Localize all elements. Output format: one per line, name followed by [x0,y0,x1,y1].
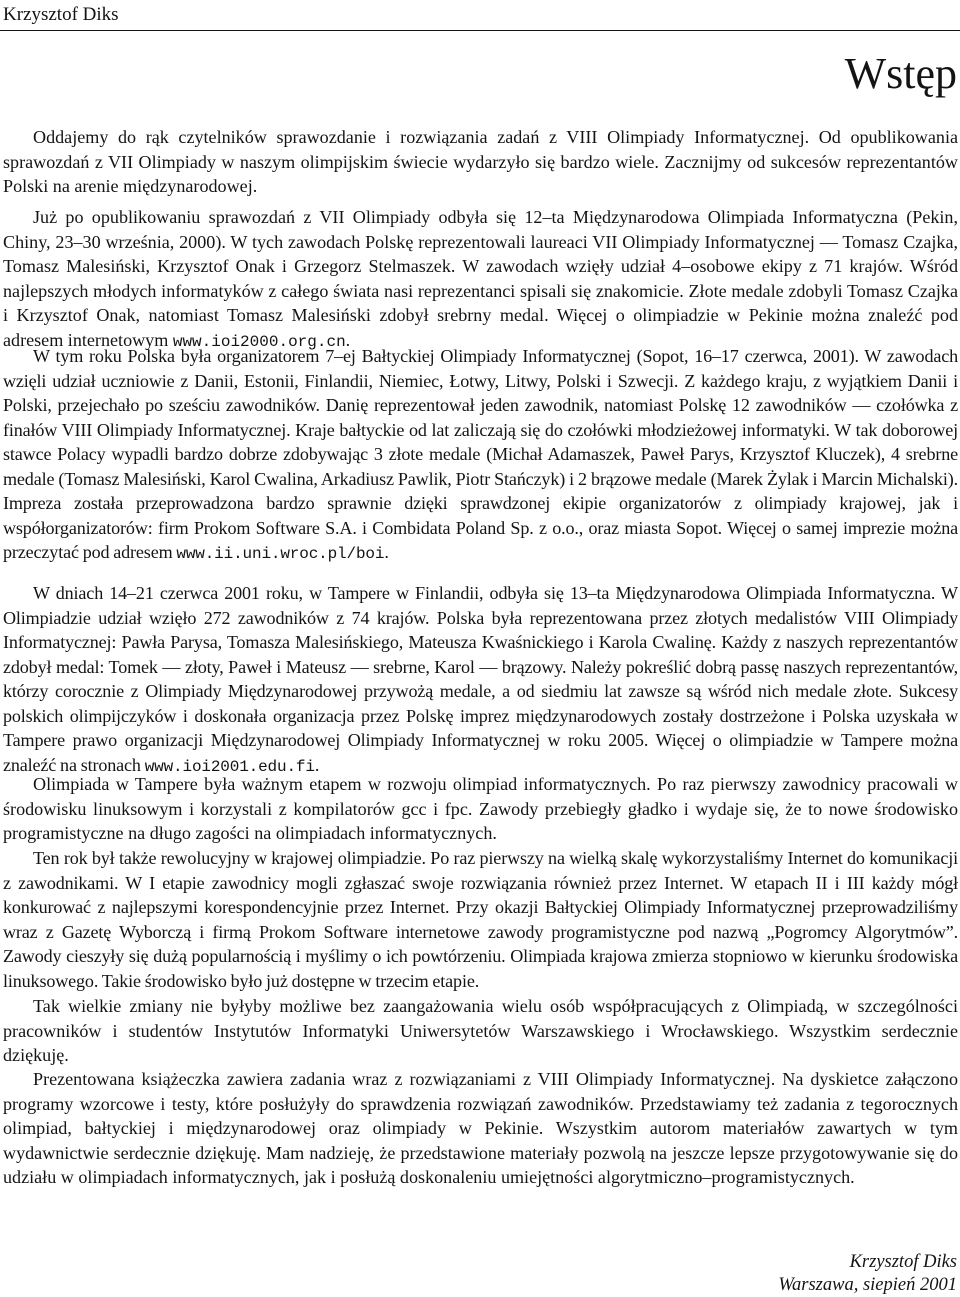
signature-place-date: Warszawa, siepień 2001 [778,1275,957,1295]
paragraph-3-text: W tym roku Polska była organizatorem 7–ej Bałtyckiej Olimpiady Informatycznej (Sopot, 16–17 czerwca, 2001). W zawodach wzięli udział uczniowie z Danii, Estonii, Finlandii, Niemiec, Łotwy, Litwy, Polski i Szwecji. Z każdego kraju, z wyjątkiem Danii i Polski, przejechało po sześciu zawodników. Danię reprezentował jeden zawodnik, natomiast Polskę 12 zawodników — czołówka z finałów VIII Olimpiady Informatycznej. Kraje bałtyckie od lat zaliczają się do czołówki młodzieżowej informatyki. W tak doborowej stawce Polacy wypadli bardzo dobrze zdobywając 3 złote medale (Michał Adamaszek, Paweł Parys, Krzysztof Kluczek), 4 srebrne medale (Tomasz Malesiński, Karol Cwalina, Arkadiusz Pawlik, Piotr Stańczyk) i 2 brązowe medale (Marek Żylak i Marcin Michalski). Impreza została przeprowadzona bardzo sprawnie dzięki sprawdzonej ekipie organizatorów z olimpiady krajowej, jak i współorganizatorów: firm Prokom Software S.A. i Combidata Poland Sp. z o.o., oraz miasta Sopot. Więcej o samej imprezie można przeczytać pod adresem [3,346,958,562]
paragraph-6-text: Ten rok był także rewolucyjny w krajowej olimpiadzie. Po raz pierwszy na wielką skalę wykorzystaliśmy Internet do komunikacji z zawodnikami. W I etapie zawodnicy mogli zgłaszać swoje rozwiązania również przez Internet. W etapach II i III każdy mógł konkurować z najlepszymi korespondencyjnie przez Internet. Przy okazji Bałtyckiej Olimpiady Informatycznej przeprowadziliśmy wraz z Gazetę Wyborczą i firmą Prokom Software internetowe zawody programistyczne pod nazwą „Pogromcy Algorytmów”. Zawody cieszyły się dużą popularnością i myślimy o ich powtórzeniu. Olimpiada krajowa zmierza stopniowo w kierunku środowiska linuksowego. Takie środowisko było już dostępne w trzecim etapie. [3,848,958,991]
paragraph-2-end: . [345,329,351,350]
paragraph-5 [3,772,958,846]
paragraph-4 [3,581,958,777]
signature-name: Krzysztof Diks [849,1252,957,1272]
paragraph-8-text: Prezentowana książeczka zawiera zadania wraz z rozwiązaniami z VIII Olimpiady Informatycznej. Na dyskietce załączono programy wzorcowe i testy, które posłużyły do sprawdzenia rozwiązań zawodników. Przedstawiamy też zadania z tegorocznych olimpiad, bałtyckiej i międzynarodowej oraz olimpiady w Pekinie. Wszystkim autorom materiałów zawartych w tym wydawnictwie serdecznie dziękuję. Mam nadzieję, że przedstawione materiały pozwolą na jeszcze lepsze przygotowywanie się do udziału w olimpiadach informatycznych, jak i posłużą doskonaleniu umiejętności algorytmiczno–programistycznych. [3,1069,958,1187]
url-ioi2000[interactable]: www.ioi2000.org.cn [172,332,346,351]
paragraph-7 [3,994,958,1068]
running-header-author: Krzysztof Diks [3,4,119,25]
header-rule [0,30,960,31]
paragraph-2 [3,205,958,352]
paragraph-8 [3,1067,958,1190]
paragraph-4-end: . [314,754,320,775]
paragraph-2-text: Już po opublikowaniu sprawozdań z VII Olimpiady odbyła się 12–ta Międzynarodowa Olimpiada Informatyczna (Pekin, Chiny, 23–30 września, 2000). W tych zawodach Polskę reprezentowali laureaci VII Olimpiady Informatycznej — Tomasz Czajka, Tomasz Malesiński, Krzysztof Onak i Grzegorz Stelmaszek. W zawodach wzięły udział 4–osobowe ekipy z 71 krajów. Wśród najlepszych młodych informatyków z całego świata nasi reprezentanci spisali się znakomicie. Złote medale zdobyli Tomasz Czajka i Krzysztof Onak, natomiast Tomasz Malesiński zdobył srebrny medal. Więcej o olimpiadzie w Pekinie można znaleźć pod adresem internetowym [3,207,958,350]
chapter-title: Wstęp [844,49,957,98]
paragraph-4-text: W dniach 14–21 czerwca 2001 roku, w Tampere w Finlandii, odbyła się 13–ta Międzynarodowa Olimpiada Informatyczna. W Olimpiadzie udział wzięło 272 zawodników z 74 krajów. Polska była reprezentowana przez złotych medalistów VIII Olimpiady Informatycznej: Pawła Parysa, Tomasza Malesińskiego, Mateusza Kwaśnickiego i Karola Cwalinę. Każdy z naszych reprezentantów zdobył medal: Tomek — złoty, Paweł i Mateusz — srebrne, Karol — brązowy. Należy pokreślić dobrą passę naszych reprezentantów, którzy corocznie z Olimpiady Międzynarodowej przywożą medale, a od siedmiu lat zawsze są wśród nich medale złote. Sukcesy polskich olimpijczyków i doskonała organizacja przez Polskę imprez międzynarodowych zostały dostrzeżone i Polska uzyskała w Tampere prawo organizacji Międzynarodowej Olimpiady Informatycznej w roku 2005. Więcej o olimpiadzie w Tampere można znaleźć na stronach [3,583,958,775]
url-ioi2001[interactable]: www.ioi2001.edu.fi [144,757,315,776]
paragraph-5-text: Olimpiada w Tampere była ważnym etapem w rozwoju olimpiad informatycznych. Po raz pierwszy zawodnicy pracowali w środowisku linuksowym i korzystali z kompilatorów gcc i fpc. Zawody przebiegły gładko i wydaje się, że to nowe środowisko programistyczne na długo zagości na olimpiadach informatycznych. [3,774,958,843]
paragraph-1-text: Oddajemy do rąk czytelników sprawozdanie i rozwiązania zadań z VIII Olimpiady Informatycznej. Od opublikowania sprawozdań z VII Olimpiady w naszym olimpijskim świecie wydarzyło się bardzo wiele. Zacznijmy od sukcesów reprezentantów Polski na arenie międzynarodowej. [3,127,958,196]
paragraph-6 [3,846,958,993]
paragraph-7-text: Tak wielkie zmiany nie byłyby możliwe bez zaangażowania wielu osób współpracujących z Olimpiadą, w szczególności pracowników i studentów Instytutów Informatyki Uniwersytetów Warszawskiego i Wrocławskiego. Wszystkim serdecznie dziękuję. [3,996,958,1065]
url-boi[interactable]: www.ii.uni.wroc.pl/boi [176,545,385,563]
paragraph-3 [3,344,958,589]
paragraph-1 [3,125,958,199]
signature-block [778,1251,957,1297]
paragraph-3-end: . [384,542,389,562]
